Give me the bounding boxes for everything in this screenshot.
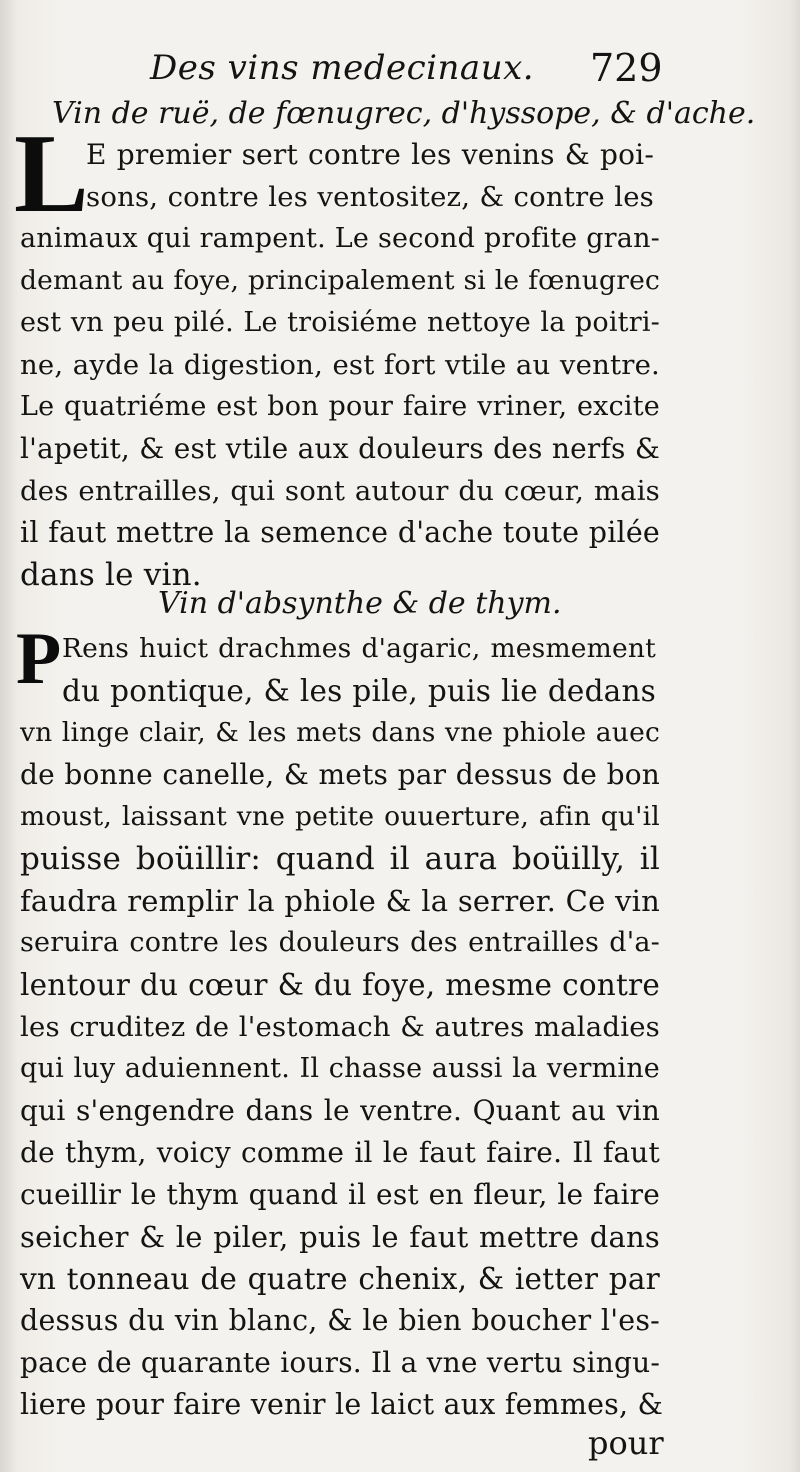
drop-cap-P: P: [16, 618, 62, 700]
drop-cap-L: L: [14, 112, 89, 236]
text-line: pace de quarante iours. Il a vne vertu singu-: [20, 1346, 660, 1379]
text-line: seruira contre les douleurs des entrailles d'a-: [20, 927, 660, 958]
text-line: seicher & le piler, puis le faut mettre dans: [20, 1220, 660, 1254]
text-line: demant au foye, principalement si le fœnugrec: [20, 265, 660, 296]
text-line: cueillir le thym quand il est en fleur, le faire: [20, 1178, 660, 1211]
text-line: moust, laissant vne petite ouuerture, afin qu'il: [20, 801, 660, 832]
text-line: vn linge clair, & les mets dans vne phiole auec: [20, 717, 660, 748]
text-line: de bonne canelle, & mets par dessus de bon: [20, 758, 660, 791]
text-line: E premier sert contre les venins & poi-: [86, 138, 654, 171]
catchword: pour: [588, 1424, 664, 1462]
text-line: puisse boüillir: quand il aura boüilly, il: [20, 841, 660, 877]
text-line: ne, ayde la digestion, est fort vtile au ventre.: [20, 349, 660, 381]
text-line: liere pour faire venir le laict aux femmes, &: [20, 1388, 664, 1421]
text-line: dans le vin.: [20, 557, 202, 593]
text-line: de thym, voicy comme il le faut faire. Il faut: [20, 1136, 660, 1169]
section-heading-rue: Vin de ruë, de fœnugrec, d'hyssope, & d'ache.: [52, 96, 756, 131]
page-number: 729: [590, 46, 663, 90]
text-line: les cruditez de l'estomach & autres maladies: [20, 1011, 660, 1043]
text-line: qui s'engendre dans le ventre. Quant au vin: [20, 1094, 660, 1127]
text-line: qui luy aduiennent. Il chasse aussi la vermine: [20, 1053, 660, 1084]
text-line: du pontique, & les pile, puis lie dedans: [62, 674, 656, 708]
text-line: est vn peu pilé. Le troisiéme nettoye la poitri-: [20, 307, 660, 338]
text-line: l'apetit, & est vtile aux douleurs des nerfs &: [20, 432, 660, 465]
text-line: dessus du vin blanc, & le bien boucher l'es-: [20, 1304, 660, 1337]
text-line: des entrailles, qui sont autour du cœur, mais: [20, 475, 660, 507]
text-line: sons, contre les ventositez, & contre les: [86, 181, 654, 213]
section-heading-absynthe: Vin d'absynthe & de thym.: [158, 586, 562, 621]
text-line: Rens huict drachmes d'agaric, mesmement: [62, 633, 656, 664]
text-line: animaux qui rampent. Le second profite gran-: [20, 223, 660, 254]
text-line: faudra remplir la phiole & la serrer. Ce vin: [20, 884, 660, 918]
text-line: vn tonneau de quatre chenix, & ietter par: [20, 1262, 660, 1296]
running-head: Des vins medecinaux.: [150, 48, 535, 88]
text-line: lentour du cœur & du foye, mesme contre: [20, 968, 660, 1002]
text-line: il faut mettre la semence d'ache toute pilée: [20, 516, 660, 549]
text-line: Le quatriéme est bon pour faire vriner, excite: [20, 391, 660, 422]
